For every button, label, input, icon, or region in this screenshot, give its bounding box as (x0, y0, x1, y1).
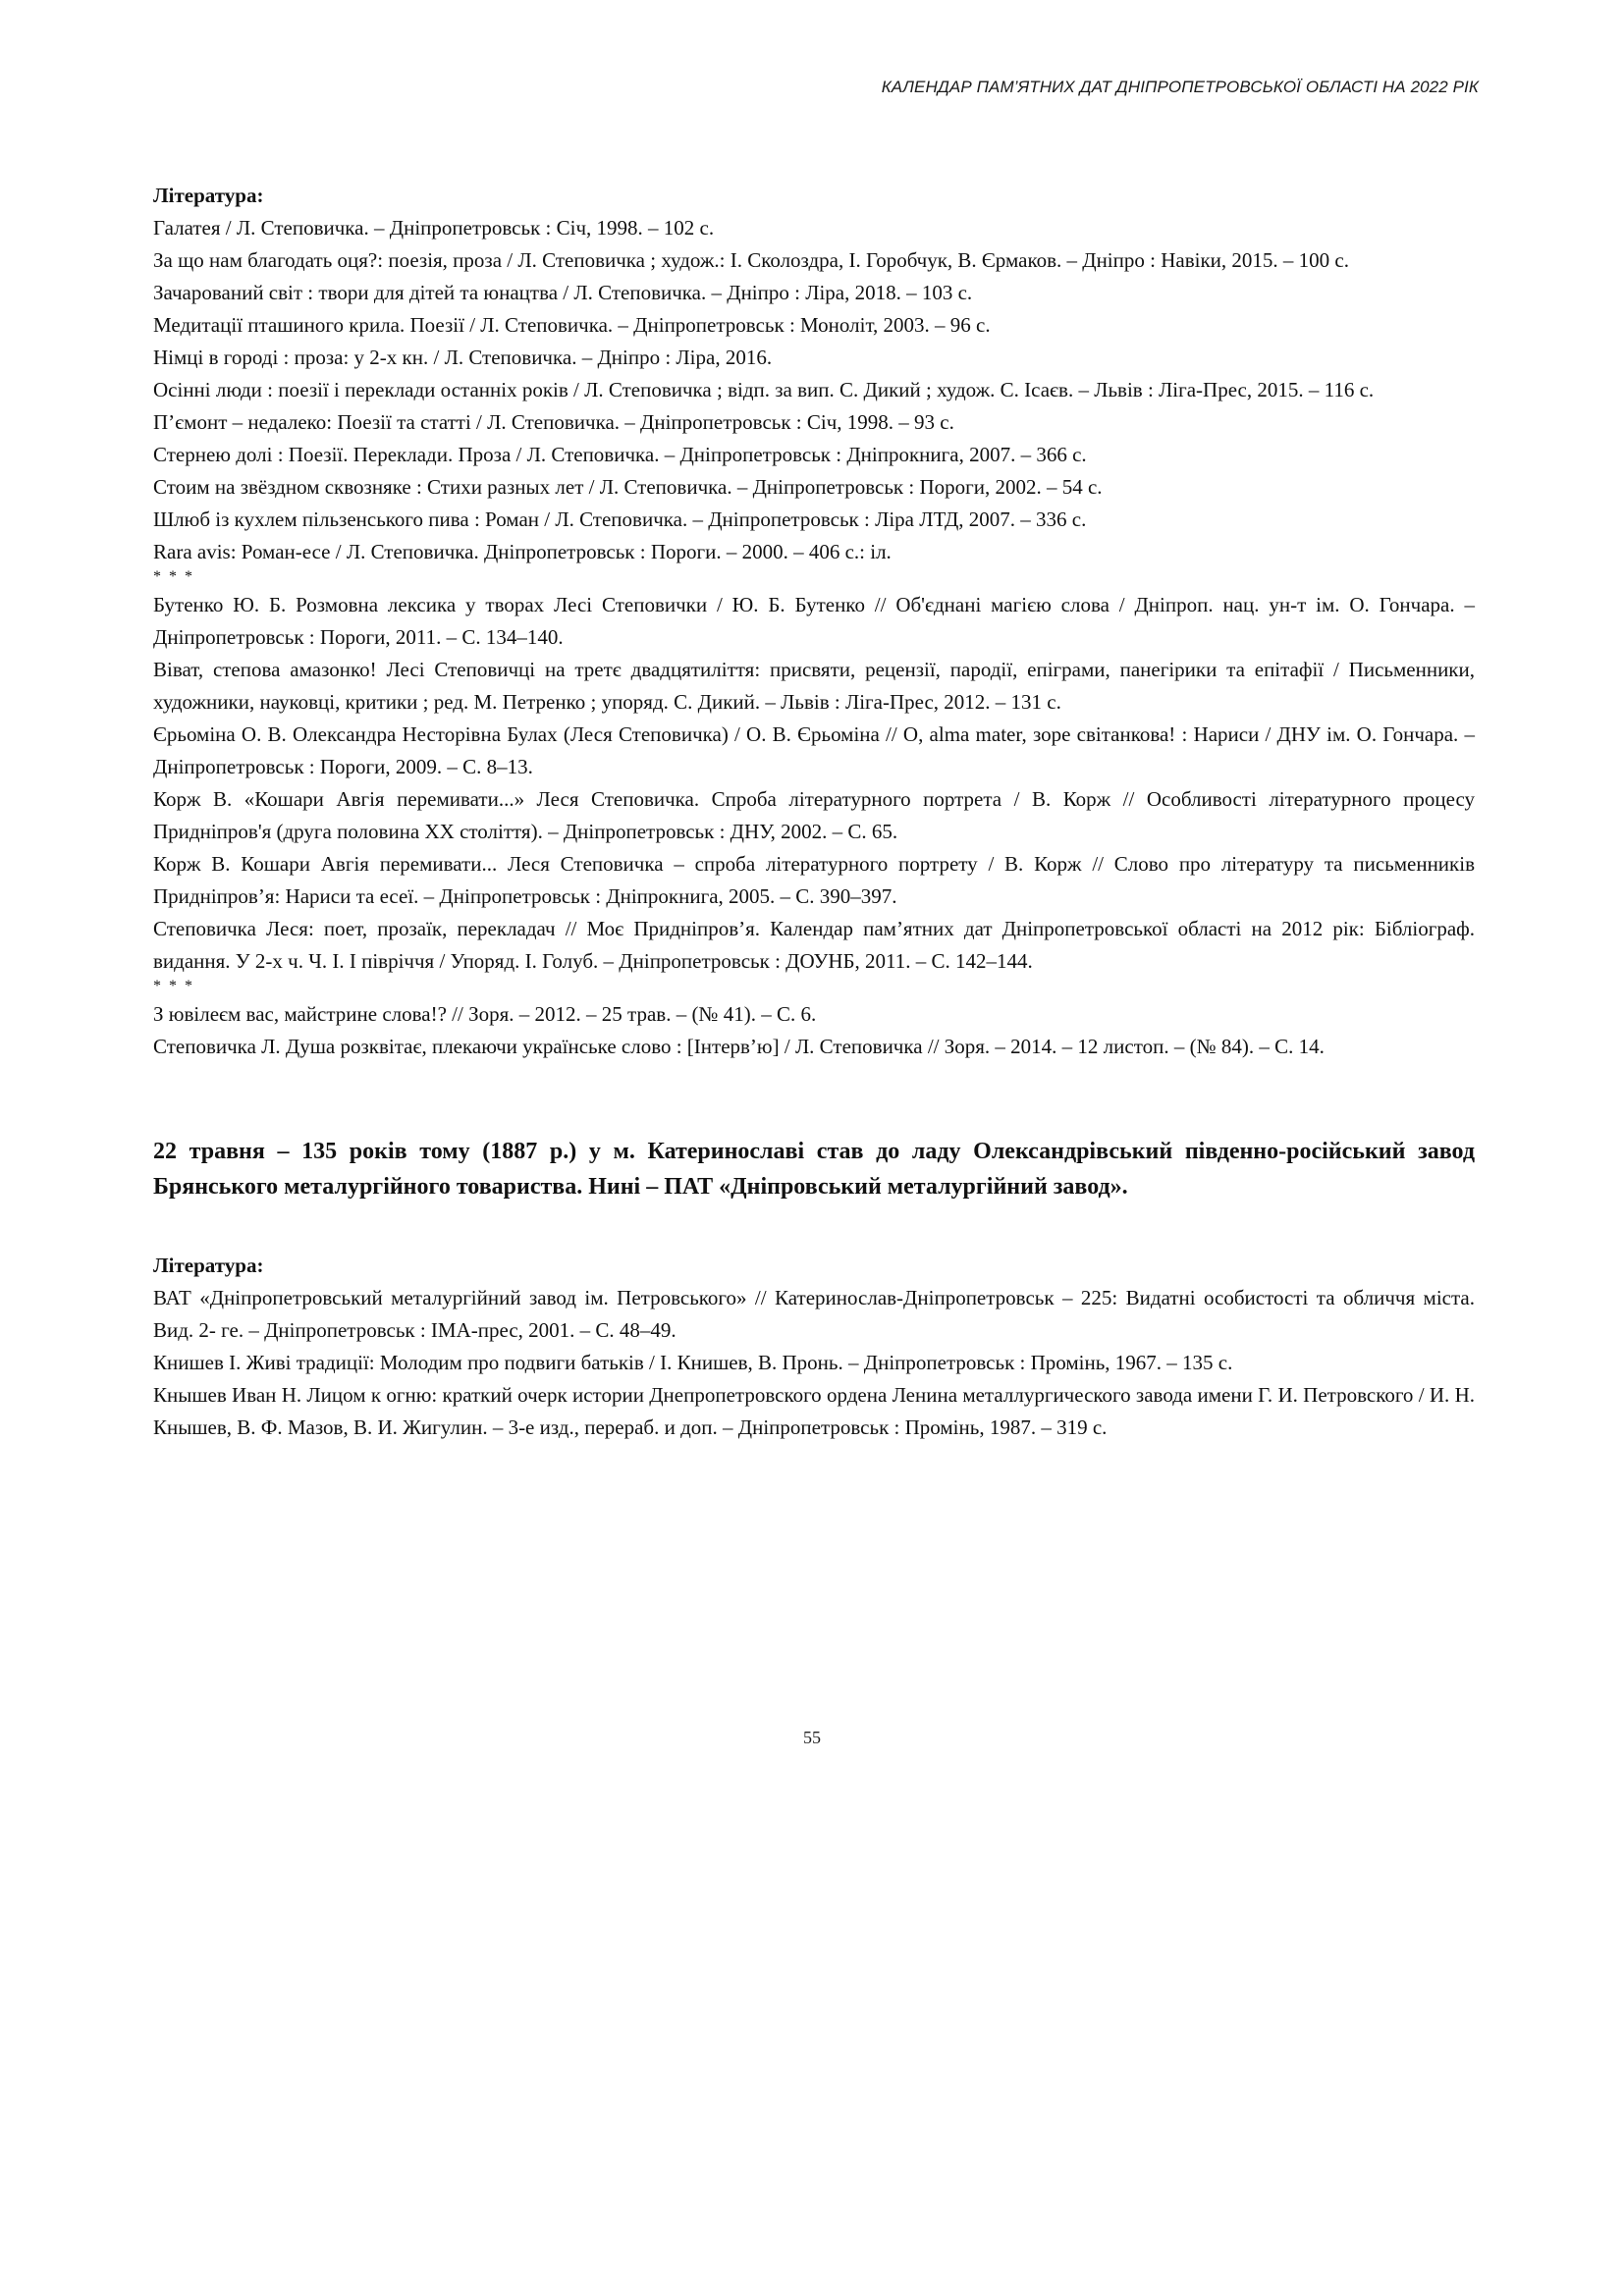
reference-entry: Шлюб із кухлем пільзенського пива : Роман / Л. Степовичка. – Дніпропетровськ : Ліра ЛТД, 2007. – 336 с. (153, 507, 1087, 531)
reference-entry: Осінні люди : поезії і переклади останніх років / Л. Степовичка ; відп. за вип. С. Дикий ; худож. С. Ісаєв. – Львів : Ліга-Прес, 2015. – 116 с. (153, 378, 1375, 401)
reference-entry: Галатея / Л. Степовичка. – Дніпропетровськ : Січ, 1998. – 102 с. (153, 216, 715, 240)
reference-entry: Книшев І. Живі традиції: Молодим про подвиги батьків / І. Книшев, В. Пронь. – Дніпропетровськ : Промінь, 1967. – 135 с. (153, 1351, 1233, 1374)
reference-entry: Степовичка Леся: поет, прозаїк, перекладач // Моє Придніпров’я. Календар пам’ятних дат Дніпропетровської області на 2012 рік: Бібліограф. видання. У 2-х ч. Ч. І. І півріччя / Упоряд. І. Голуб. – Дніпропетровськ : ДОУНБ, 2011. – С. 142–144. (153, 917, 1475, 973)
reference-entry: Зачарований світ : твори для дітей та юнацтва / Л. Степовичка. – Дніпро : Ліра, 2018. – 103 с. (153, 281, 973, 304)
reference-list-plant (153, 1282, 1475, 1444)
event-title: 22 травня – 135 років тому (1887 р.) у м. Катеринославі став до ладу Олександрівський південно-російський завод Брянського металургійного товариства. Нині – ПАТ «Дніпровський металургійний завод». (153, 1139, 1475, 1200)
reference-entry: Єрьоміна О. В. Олександра Несторівна Булах (Леся Степовичка) / О. В. Єрьоміна // О, alma mater, зоре світанкова! : Нариси / ДНУ ім. О. Гончара. – Дніпропетровськ : Пороги, 2009. – С. 8–13. (153, 722, 1475, 778)
reference-entry: Кнышев Иван Н. Лицом к огню: краткий очерк истории Днепропетровского ордена Ленина металлургического завода имени Г. И. Петровского / И. Н. Кнышев, В. Ф. Мазов, В. И. Жигулин. – 3-е изд., перераб. и доп. – Дніпропетровськ : Промінь, 1987. – 319 с. (153, 1383, 1475, 1439)
reference-entry: Стернею долі : Поезії. Переклади. Проза / Л. Степовичка. – Дніпропетровськ : Дніпрокнига, 2007. – 366 с. (153, 443, 1087, 466)
reference-entry: Медитації пташиного крила. Поезії / Л. Степовичка. – Дніпропетровськ : Моноліт, 2003. – 96 с. (153, 313, 991, 337)
reference-entry: Корж В. Кошари Авгія перемивати... Леся Степовичка – спроба літературного портрету / В. Корж // Слово про літературу та письменників Придніпров’я: Нариси та есеї. – Дніпропетровськ : Дніпрокнига, 2005. – С. 390–397. (153, 852, 1475, 908)
reference-entry: За що нам благодать оця?: поезія, проза / Л. Степовичка ; худож.: І. Сколоздра, І. Горобчук, В. Єрмаков. – Дніпро : Навіки, 2015. – 100 с. (153, 248, 1349, 272)
reference-entry: Степовичка Л. Душа розквітає, плекаючи українське слово : [Інтерв’ю] / Л. Степовичка // Зоря. – 2014. – 12 листоп. – (№ 84). – С. 14. (153, 1035, 1325, 1058)
running-header: КАЛЕНДАР ПАМ’ЯТНИХ ДАТ ДНІПРОПЕТРОВСЬКОЇ ОБЛАСТІ НА 2022 РІК (881, 78, 1479, 96)
section-separator: * * * (153, 568, 194, 585)
reference-entry: Rara avis: Роман-есе / Л. Степовичка. Дніпропетровськ : Пороги. – 2000. – 406 с.: іл. (153, 540, 892, 563)
reference-entry: З ювілеєм вас, майстрине слова!? // Зоря. – 2012. – 25 трав. – (№ 41). – С. 6. (153, 1002, 817, 1026)
reference-list-works (153, 212, 1475, 568)
reference-list-studies (153, 589, 1475, 978)
literature-heading: Література: (153, 1254, 264, 1277)
section-separator: * * * (153, 978, 194, 994)
reference-entry: ВАТ «Дніпропетровський металургійний завод ім. Петровського» // Катеринослав-Дніпропетровськ – 225: Видатні особистості та обличчя міста. Вид. 2- ге. – Дніпропетровськ : ІМА-прес, 2001. – С. 48–49. (153, 1286, 1475, 1342)
reference-entry: Віват, степова амазонко! Лесі Степовичці на третє двадцятиліття: присвяти, рецензії, пародії, епіграми, панегірики та епітафії / Письменники, художники, науковці, критики ; ред. М. Петренко ; упоряд. С. Дикий. – Львів : Ліга-Прес, 2012. – 131 с. (153, 658, 1475, 714)
page-body (153, 180, 1475, 1444)
reference-entry: Стоим на звёздном сквозняке : Стихи разных лет / Л. Степовичка. – Дніпропетровськ : Пороги, 2002. – 54 с. (153, 475, 1103, 499)
reference-entry: Бутенко Ю. Б. Розмовна лексика у творах Лесі Степовички / Ю. Б. Бутенко // Об'єднані магією слова / Дніпроп. нац. ун-т ім. О. Гончара. – Дніпропетровськ : Пороги, 2011. – С. 134–140. (153, 593, 1475, 649)
reference-entry: Корж В. «Кошари Авгія перемивати...» Леся Степовичка. Спроба літературного портрета / В. Корж // Особливості літературного процесу Придніпров'я (друга половина XX століття). – Дніпропетровськ : ДНУ, 2002. – С. 65. (153, 787, 1475, 843)
reference-entry: П’ємонт – недалеко: Поезії та статті / Л. Степовичка. – Дніпропетровськ : Січ, 1998. – 93 с. (153, 410, 954, 434)
page-number: 55 (803, 1728, 821, 1747)
reference-entry: Німці в городі : проза: у 2-х кн. / Л. Степовичка. – Дніпро : Ліра, 2016. (153, 346, 773, 369)
literature-heading: Література: (153, 184, 264, 207)
reference-list-periodicals (153, 998, 1475, 1063)
